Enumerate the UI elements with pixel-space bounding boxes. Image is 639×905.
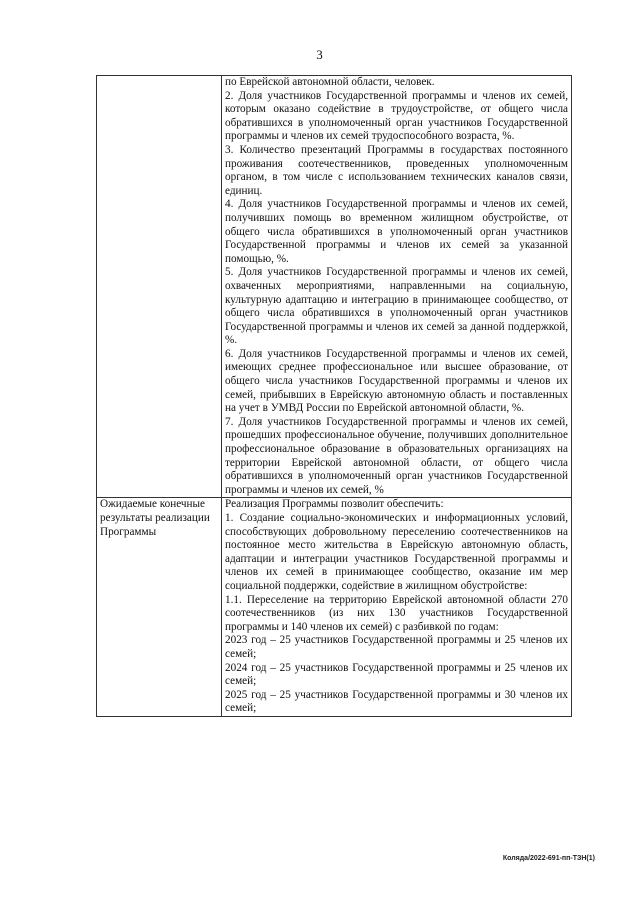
result-paragraph: 1.1. Переселение на территорию Еврейской автономной области 270 соотечественников (из них 130 участников Государственной программы и 140 членов их семей) с разбивкой по годам:: [225, 593, 568, 633]
result-paragraph: 1. Создание социально-экономических и информационных условий, способствующих добровольному переселению соотечественников на постоянное место жительства в Еврейскую автономную область, адаптации и интеграции участников Государственной программы и членов их семей в принимающее сообщество, оказание им мер социальной поддержки, содействие в жилищном обустройстве:: [225, 512, 568, 592]
result-paragraph: Реализация Программы позволит обеспечить:: [225, 498, 444, 511]
result-paragraph: 2023 год – 25 участников Государственной программы и 25 членов их семей;: [225, 634, 568, 660]
program-passport-table: [96, 75, 572, 717]
row-content-targets: [222, 76, 572, 498]
result-paragraph: 2025 год – 25 участников Государственной программы и 30 членов их семей;: [225, 688, 568, 715]
target-paragraph: 6. Доля участников Государственной программы и членов их семей, имеющих среднее профессиональное или высшее образование, от общего числа участников Государственной программы и членов их семей, прибывших в Еврейскую автономную область и поставленных на учет в УМВД России по Еврейской автономной области, %.: [225, 347, 568, 415]
document-code-footer: Коляда/2022-691-пп-ТЗН(1): [502, 855, 595, 862]
target-paragraph: 2. Доля участников Государственной программы и членов их семей, которым оказано содействие в трудоустройстве, от общего числа обратившихся в уполномоченный орган участников Государственной программы и членов их семей трудоспособного возраста, %.: [225, 89, 568, 143]
row-content-results: [222, 498, 572, 717]
target-paragraph: 4. Доля участников Государственной программы и членов их семей, получивших помощь во временном жилищном обустройстве, от общего числа обратившихся в уполномоченный орган участников Государственной программы и членов их семей за указанной помощью, %.: [225, 198, 568, 265]
target-paragraph: по Еврейской автономной области, человек.: [225, 76, 435, 88]
result-paragraph: 2024 год – 25 участников Государственной программы и 25 членов их семей;: [225, 661, 568, 688]
target-paragraph: 3. Количество презентаций Программы в государствах постоянного проживания соотечественников, проведенных уполномоченным органом, в том числе с использованием технических каналов связи, единиц.: [225, 143, 568, 197]
page-number: 3: [316, 47, 323, 62]
row-label-targets: [97, 76, 222, 498]
target-paragraph: 7. Доля участников Государственной программы и членов их семей, прошедших профессиональное обучение, получивших дополнительное профессиональное образование в образовательных организациях на территории Еврейской автономной области, от общего числа обратившихся в уполномоченный орган участников Государственной программы и членов их семей, %: [225, 415, 568, 496]
table-row-targets: [97, 76, 572, 498]
table-row-results: [97, 498, 572, 717]
row-label-results: Ожидаемые конечные результаты реализации Программы: [97, 498, 222, 717]
target-paragraph: 5. Доля участников Государственной программы и членов их семей, охваченных мероприятиями, направленными на социальную, культурную адаптацию и интеграцию в принимающее сообщество, от общего числа обратившихся в уполномоченный орган участников Государственной программы и членов их семей за данной поддержкой, %.: [225, 266, 568, 347]
